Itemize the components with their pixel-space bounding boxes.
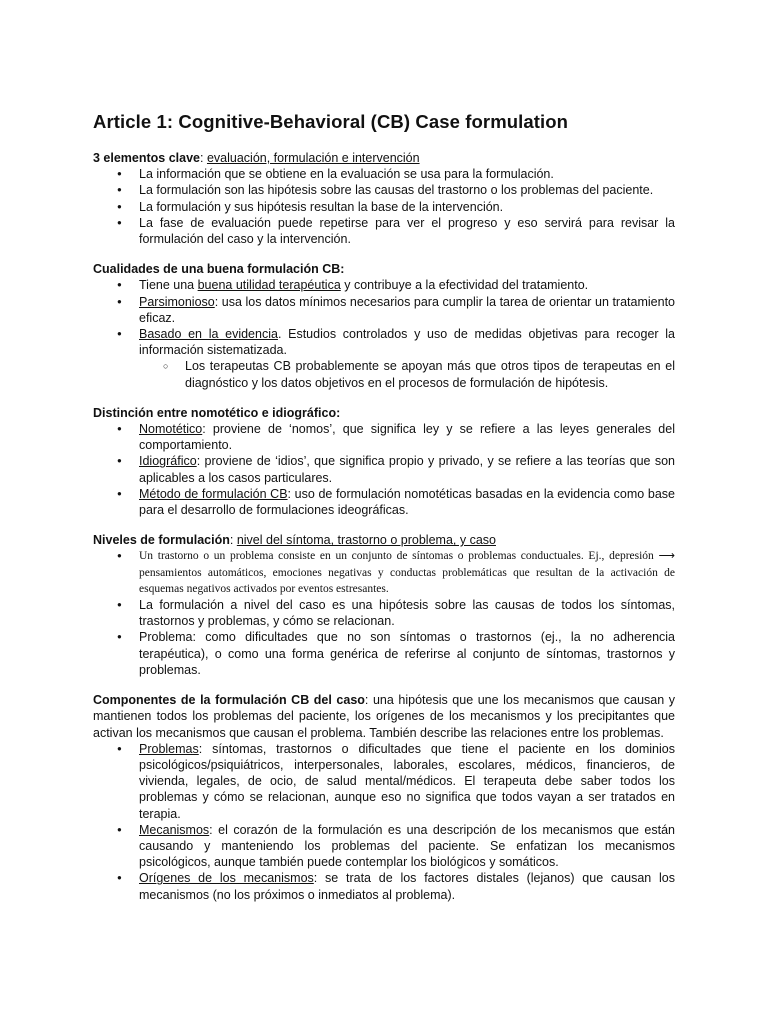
item-text: : proviene de ‘idios’, que significa propio y privado, y se refiere a las teorías que son aplicables a los casos particulares. bbox=[139, 454, 675, 485]
item-text: : proviene de ‘nomos’, que significa ley y se refiere a las leyes generales del comportamiento. bbox=[139, 422, 675, 453]
section-heading bbox=[93, 532, 675, 548]
item-term: Orígenes de los mecanismos bbox=[139, 871, 314, 886]
heading-bold-text: 3 elementos clave bbox=[93, 151, 201, 165]
section-heading bbox=[93, 150, 675, 166]
heading-underlined-text: evaluación, formulación e intervención bbox=[206, 151, 420, 165]
list-item bbox=[93, 294, 675, 326]
heading-bold-text: Cualidades de una buena formulación CB: bbox=[93, 262, 345, 277]
page-title: Article 1: Cognitive-Behavioral (CB) Case formulation bbox=[93, 111, 569, 132]
item-term: Método de formulación CB bbox=[139, 486, 288, 501]
item-text: . Estudios controlados y uso de medidas objetivas para recoger la información sistematizada. bbox=[139, 327, 676, 358]
list-item: ● La información que se obtiene en la evaluación se usa para la formulación. bbox=[93, 166, 675, 182]
list-item bbox=[93, 453, 675, 485]
heading-bold-text: Niveles de formulación bbox=[93, 533, 230, 548]
paragraph-text: : una hipótesis que une los mecanismos que causan y mantienen todos los problemas del paciente, los orígenes de los mecanismos y los precipitantes que activan los mecanismos que causan el problema. También describe las relaciones entre los problemas. bbox=[93, 693, 675, 740]
section-heading bbox=[93, 405, 675, 421]
bullet-list bbox=[93, 277, 675, 390]
heading-bold-text: Componentes de la formulación CB del caso bbox=[93, 693, 365, 708]
item-text: : usa los datos mínimos necesarios para cumplir la tarea de orientar un tratamiento eficaz. bbox=[139, 294, 675, 325]
item-text: : síntomas, trastornos o dificultades que tiene el paciente en los dominios psicológicos/psiquiátricos, interpersonales, laborales, escolares, médicos, financieros, de vivienda, legales, de ocio, de salud mental/médicos. El terapeuta debe saber todos los problemas y cómo se relacionan, aunque eso no significa que todos vayan a ser tratados en terapia. bbox=[139, 741, 675, 821]
section-heading bbox=[93, 261, 675, 277]
bullet-list bbox=[93, 548, 675, 678]
list-item bbox=[93, 870, 675, 902]
list-item: ● La formulación a nivel del caso es una hipótesis sobre las causas de todos los síntomas, trastornos y problemas, y cómo se relacionan. bbox=[93, 597, 675, 629]
bullet-list bbox=[93, 421, 675, 518]
heading-underlined-text: nivel del síntoma, trastorno o problema, y caso bbox=[236, 533, 496, 548]
item-term: buena utilidad terapéutica bbox=[197, 278, 341, 293]
item-term: Parsimonioso bbox=[139, 294, 215, 309]
item-text: y contribuye a la efectividad del tratamiento. bbox=[340, 278, 589, 293]
sub-list-item: ○ Los terapeutas CB probablemente se apoyan más que otros tipos de terapeutas en el diagnóstico y los datos objetivos en el procesos de formulación de hipótesis. bbox=[93, 358, 675, 390]
section-paragraph bbox=[93, 692, 675, 741]
section-qualities bbox=[93, 261, 675, 391]
list-item: ● La formulación y sus hipótesis resultan la base de la intervención. bbox=[93, 199, 675, 215]
list-item: ● La formulación son las hipótesis sobre las causas del trastorno o los problemas del paciente. bbox=[93, 182, 675, 198]
list-item bbox=[93, 822, 675, 871]
document-page bbox=[93, 110, 675, 917]
bullet-list bbox=[93, 741, 675, 903]
list-item bbox=[93, 326, 675, 358]
item-term: Nomotético bbox=[139, 422, 203, 437]
item-term: Problemas bbox=[139, 741, 199, 756]
item-text: : uso de formulación nomotéticas basadas en la evidencia como base para el desarrollo de formulaciones ideográficas. bbox=[139, 486, 675, 518]
section-key-elements bbox=[93, 150, 675, 247]
heading-bold-text: Distinción entre nomotético e idiográfico: bbox=[93, 405, 341, 420]
list-item: ● Problema: como dificultades que no son síntomas o trastornos (ej., la no adherencia terapéutica), o como una forma genérica de referirse al conjunto de síntomas, trastornos y problemas. bbox=[93, 629, 675, 678]
item-text: Tiene una bbox=[139, 278, 198, 293]
heading-separator: : bbox=[200, 151, 207, 165]
list-item bbox=[93, 277, 675, 293]
item-term: Basado en la evidencia bbox=[139, 327, 278, 342]
item-text: : se trata de los factores distales (lejanos) que causan los mecanismos (no los próximos o inmediatos al problema). bbox=[139, 871, 675, 902]
bullet-list bbox=[93, 166, 675, 247]
list-item: ● Un trastorno o un problema consiste en un conjunto de síntomas o problemas conductuales. Ej., depresión ⟶ pensamientos automáticos, emociones negativas y conductas problemáticas que resultan de la activación de esquemas negativos activados por eventos estresantes. bbox=[93, 548, 675, 597]
list-item: ● La fase de evaluación puede repetirse para ver el progreso y eso servirá para revisar la formulación del caso y la intervención. bbox=[93, 215, 675, 247]
section-formulation-levels bbox=[93, 532, 675, 678]
section-nomothetic-idiographic bbox=[93, 405, 675, 518]
item-term: Idiográfico bbox=[139, 454, 197, 469]
section-case-components bbox=[93, 692, 675, 903]
heading-separator: : bbox=[229, 533, 237, 548]
list-item bbox=[93, 741, 675, 822]
item-term: Mecanismos bbox=[139, 822, 210, 837]
item-text: : el corazón de la formulación es una descripción de los mecanismos que están causando y manteniendo los problemas del paciente. Se enfatizan los mecanismos psicológicos, aunque también puede contemplar los biológicos y somáticos. bbox=[139, 822, 675, 870]
list-item bbox=[93, 421, 675, 453]
list-item bbox=[93, 486, 675, 518]
